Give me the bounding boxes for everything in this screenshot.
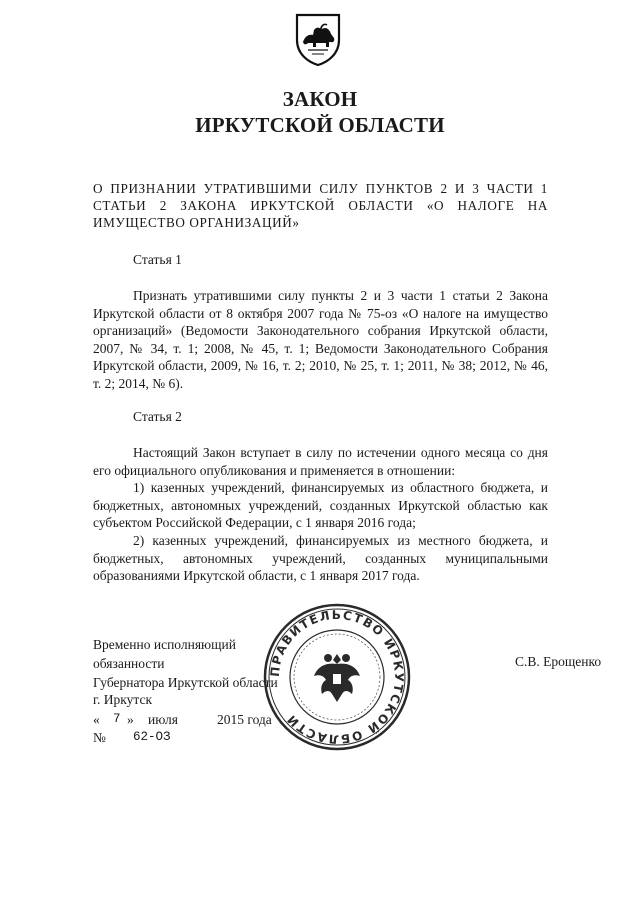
date-month: июля [148,712,178,727]
date-year: 2015 года [217,712,272,727]
seal-text: ПРАВИТЕЛЬСТВО ИРКУТСКОЙ ОБЛАСТИ [267,607,407,747]
number-value: 62-ОЗ [133,730,171,744]
region-title: ИРКУТСКОЙ ОБЛАСТИ [195,113,445,137]
irkutsk-coat-of-arms-icon [294,12,342,66]
date-quote-open: « [93,712,100,727]
article-2-intro: Настоящий Закон вступает в силу по истечении одного месяца со дня его официального опубликования и применяется в отношении: [93,445,548,478]
article-1-heading: Статья 1 [133,252,182,267]
law-subject: О ПРИЗНАНИИ УТРАТИВШИМИ СИЛУ ПУНКТОВ 2 И 3 ЧАСТИ 1 СТАТЬИ 2 ЗАКОНА ИРКУТСКОЙ ОБЛАСТИ «О НАЛОГЕ НА ИМУЩЕСТВО ОРГАНИЗАЦИЙ» [93,181,548,230]
date-quote-close: » [127,712,134,727]
article-2-heading: Статья 2 [133,409,182,424]
number-sign: № [93,730,106,745]
government-seal-icon [262,602,412,752]
article-2-item-2: 2) казенных учреждений, финансируемых из местного бюджета, и бюджетных, автономных учреждений, созданных муниципальными образованиями Иркутской области, с 1 января 2017 года. [93,533,548,583]
law-title: ЗАКОН [282,87,358,111]
place-of-signing: г. Иркутск [93,692,152,707]
article-1-text: Признать утратившими силу пункты 2 и 3 части 1 статьи 2 Закона Иркутской области от 8 октября 2007 года № 75-оз «О налоге на имущество организаций» (Ведомости Законодательного собрания Иркутской области, 2007, № 34, т. 1; 2008, № 45, т. 1; Ведомости Законодательного Собрания Иркутской области, 2009, № 16, т. 2; 2010, № 25, т. 1; 2011, № 38; 2012, № 46, т. 2; 2014, № 6). [93,288,548,391]
article-2-item-1: 1) казенных учреждений, финансируемых из областного бюджета, и бюджетных, автономных учреждений, созданных Иркутской областью как субъектом Российской Федерации, с 1 января 2016 года; [93,480,548,530]
date-day: 7 [113,712,121,726]
signatory-name: С.В. Ерощенко [515,654,602,669]
signatory-title-line-1: Временно исполняющий обязанности [93,637,236,671]
signatory-title-line-2: Губернатора Иркутской области [93,675,278,690]
